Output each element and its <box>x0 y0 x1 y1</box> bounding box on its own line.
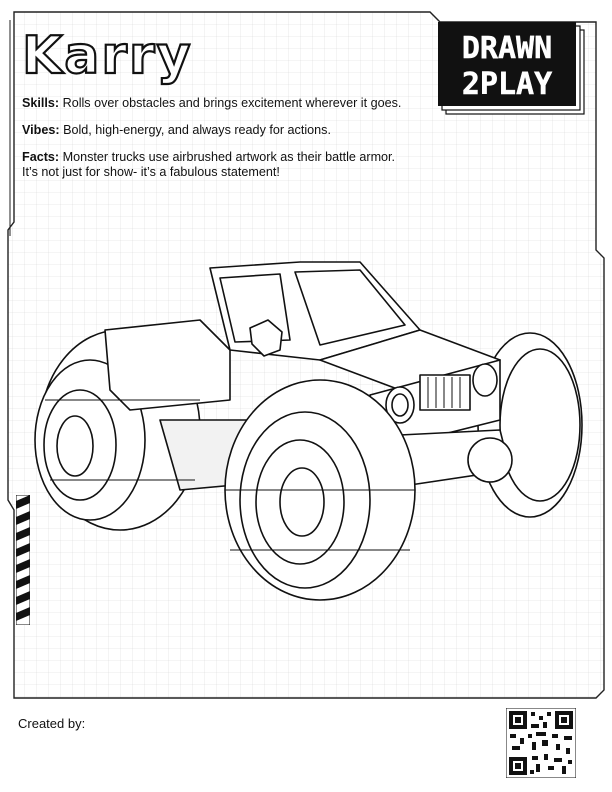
logo-line-1: DRAWN <box>461 31 553 66</box>
drawn2play-logo <box>438 22 588 117</box>
created-by-label: Created by: <box>18 716 86 731</box>
facts-label: Facts: <box>22 150 60 164</box>
qr-code <box>506 708 576 778</box>
monster-truck-illustration <box>20 250 590 610</box>
page-title: Karry <box>22 26 193 86</box>
skills-line <box>22 96 442 111</box>
vibes-text: Bold, high-energy, and always ready for actions. <box>59 123 331 137</box>
skills-label: Skills: <box>22 96 60 110</box>
logo-line-2: 2PLAY <box>461 67 553 102</box>
vibes-label: Vibes: <box>22 123 60 137</box>
facts-text: Monster trucks use airbrushed artwork as their battle armor. <box>59 150 396 164</box>
facts-line <box>22 150 442 180</box>
facts-text-2: It’s not just for show- it’s a fabulous statement! <box>22 165 280 179</box>
skills-text: Rolls over obstacles and brings excitement wherever it goes. <box>59 96 402 110</box>
vibes-line <box>22 123 442 138</box>
